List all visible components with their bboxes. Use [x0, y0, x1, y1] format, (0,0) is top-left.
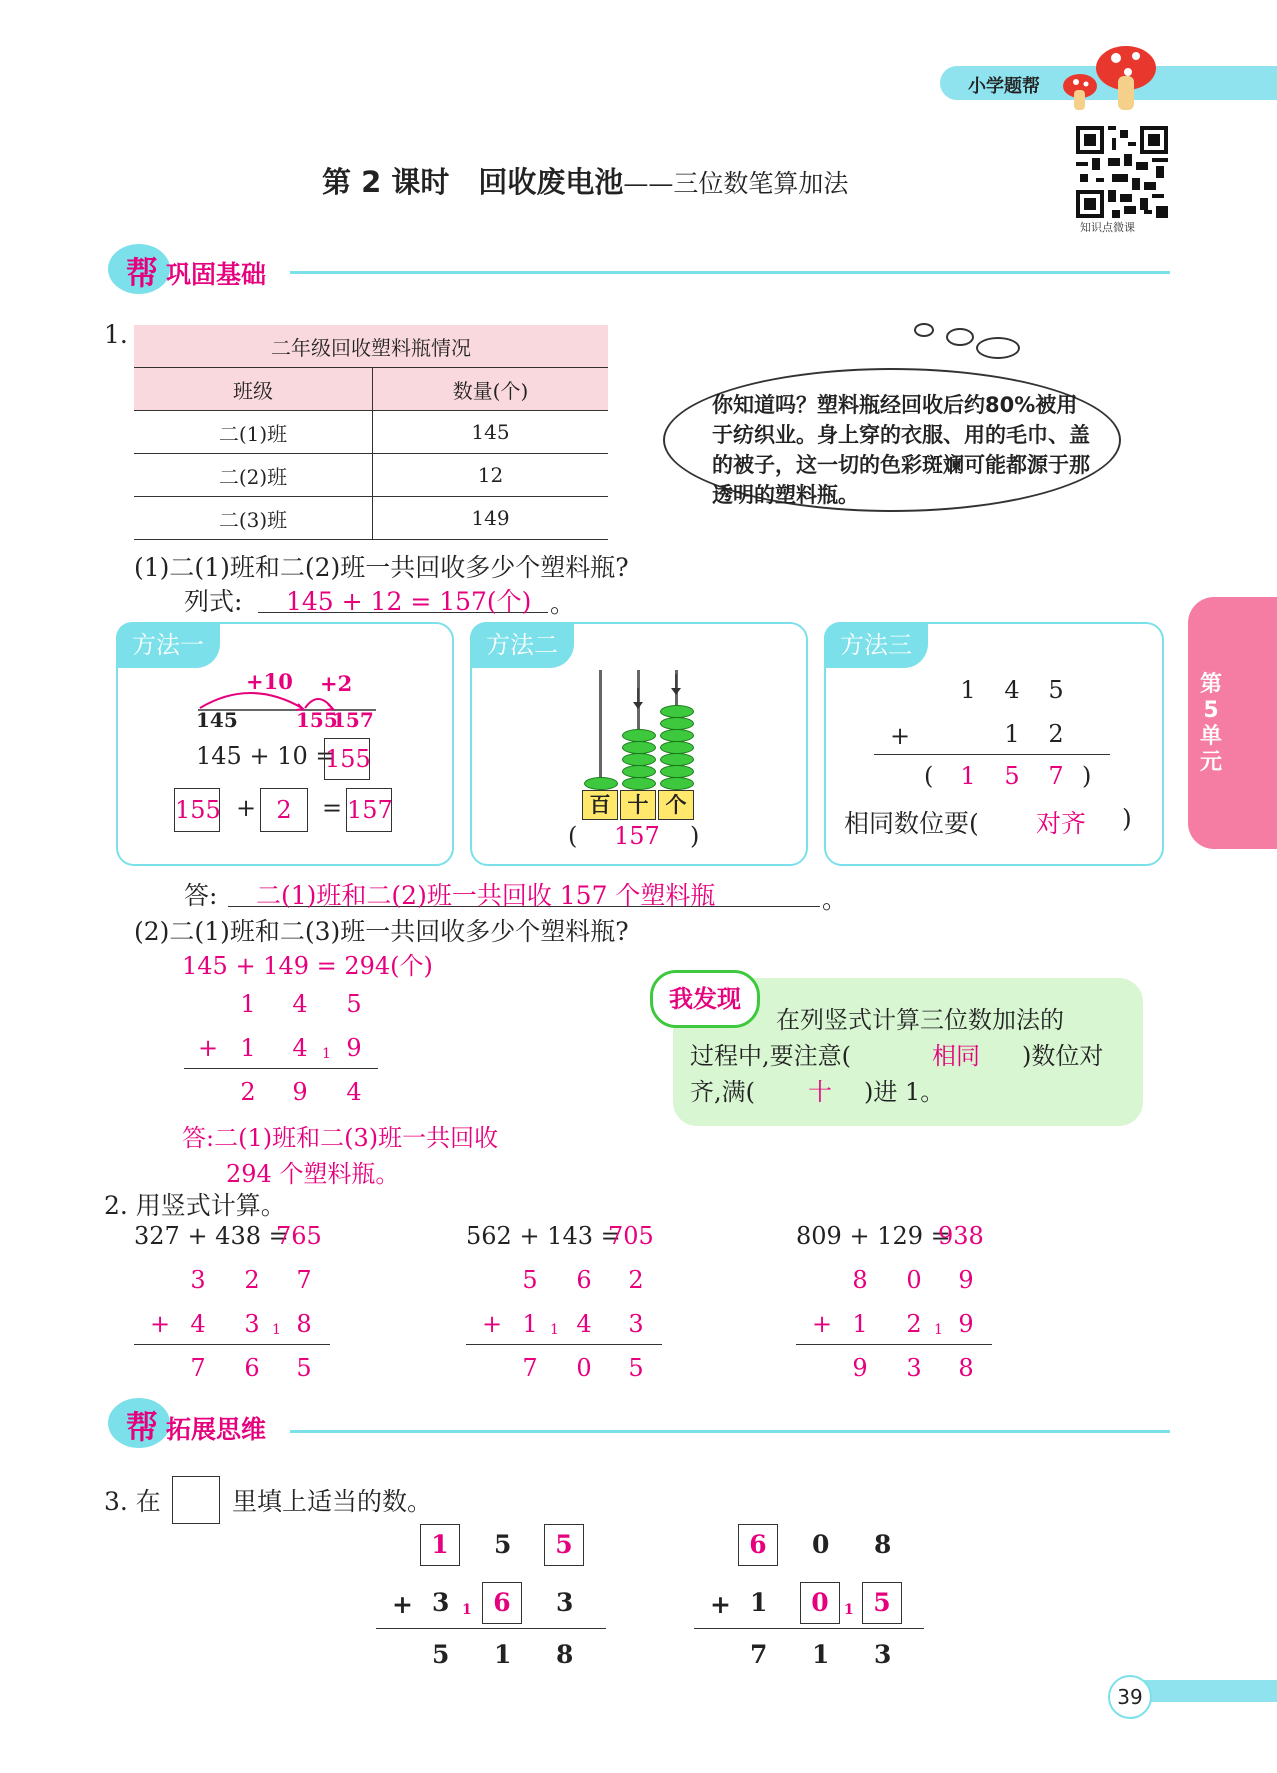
answer-text: 答:二(1)班和二(3)班一共回收: [182, 1124, 499, 1152]
vertical-digit: 2: [906, 1310, 922, 1338]
calc-answer: 765: [276, 1222, 322, 1250]
answer-box: 157: [346, 788, 392, 832]
abacus-bead: [660, 741, 694, 754]
vertical-digit: 4: [1004, 676, 1020, 704]
vertical-digit: 9: [958, 1310, 974, 1338]
vertical-digit: 1: [960, 676, 976, 704]
vertical-digit: 8: [958, 1354, 974, 1382]
table-cell: 12: [373, 454, 609, 497]
table-row: [134, 411, 608, 454]
section-badge-char: 帮: [126, 1408, 159, 1446]
abacus-bead: [660, 729, 694, 742]
table-cell: 二(2)班: [134, 454, 373, 497]
vertical-digit: 1: [812, 1640, 830, 1669]
section-badge-char: 帮: [126, 254, 159, 292]
vertical-digit: 8: [874, 1530, 892, 1559]
jump-label: +10: [246, 669, 293, 694]
sum-line: [694, 1628, 924, 1629]
paren: (: [924, 762, 934, 790]
down-arrow-icon: [665, 674, 687, 698]
paren: ): [1082, 762, 1092, 790]
brand-name: 小学题帮: [968, 76, 1040, 97]
calc-answer: 705: [608, 1222, 654, 1250]
period: 。: [822, 885, 848, 914]
method-tab-3: 方法三: [824, 622, 928, 668]
abacus-bead: [660, 705, 694, 718]
abacus-bead: [584, 777, 618, 790]
vertical-digit: 4: [190, 1310, 206, 1338]
vertical-digit: 0: [906, 1266, 922, 1294]
sub-question: (1)二(1)班和二(2)班一共回收多少个塑料瓶?: [134, 553, 629, 582]
fun-fact-text: 你知道吗？塑料瓶经回收后约80%被用于纺织业。身上穿的衣服、用的毛巾、盖的被子，这一切的色彩斑斓可能都源于那透明的塑料瓶。: [712, 393, 1090, 507]
plus-sign: +: [482, 1310, 503, 1338]
question-title: 里填上适当的数。: [232, 1487, 433, 1516]
calc-answer: 938: [938, 1222, 984, 1250]
place-label-tens: 十: [620, 790, 656, 820]
vertical-digit: 5: [1004, 762, 1020, 790]
abacus-rod: [599, 670, 602, 790]
qr-code-icon: [1076, 126, 1168, 218]
vertical-digit: 6: [576, 1266, 592, 1294]
abacus-bead: [622, 777, 656, 790]
align-label: 相同数位要(: [844, 809, 979, 838]
table-header: 数量(个): [373, 368, 609, 411]
plus-sign: +: [150, 1310, 171, 1338]
calc-expression: 562 + 143 =: [466, 1222, 621, 1250]
vertical-digit: 3: [556, 1588, 574, 1617]
puzzle-a: [376, 1524, 616, 1684]
vertical-digit: 9: [852, 1354, 868, 1382]
discovery-text: )进 1。: [864, 1078, 945, 1106]
table-row: [134, 497, 608, 540]
carry-digit: 1: [550, 1322, 559, 1338]
answer-box: 155: [324, 738, 370, 780]
vertical-digit: 7: [750, 1640, 768, 1669]
blank-box-example: [172, 1476, 220, 1524]
vertical-digit: 8: [852, 1266, 868, 1294]
abacus-bead: [660, 717, 694, 730]
vertical-digit: 3: [244, 1310, 260, 1338]
carry-digit: 1: [322, 1046, 331, 1062]
vertical-digit: 7: [190, 1354, 206, 1382]
vertical-digit: 1: [494, 1640, 512, 1669]
abacus-bead: [660, 765, 694, 778]
plus-sign: +: [236, 794, 257, 822]
mushroom-icon: [1060, 40, 1160, 114]
table-cell: 145: [373, 411, 609, 454]
unit-label: 第5单元: [1199, 672, 1222, 775]
vertical-digit: 8: [296, 1310, 312, 1338]
answer-text: 二(1)班和二(2)班一共回收 157 个塑料瓶: [256, 881, 716, 910]
vertical-digit: 1: [1004, 720, 1020, 748]
calc-expression: 809 + 129 =: [796, 1222, 951, 1250]
fill-box: 1: [420, 1524, 460, 1566]
sub-question: (2)二(1)班和二(3)班一共回收多少个塑料瓶?: [134, 917, 629, 946]
discovery-text: 在列竖式计算三位数加法的: [776, 1006, 1064, 1034]
vertical-digit: 2: [240, 1078, 256, 1106]
vertical-digit: 9: [346, 1034, 362, 1062]
carry-digit: 1: [934, 1322, 943, 1338]
plus-sign: +: [812, 1310, 833, 1338]
page-title: 第 2 课时 回收废电池——三位数笔算加法: [322, 165, 849, 199]
thought-dot: [946, 328, 974, 346]
method-tab-2: 方法二: [470, 622, 574, 668]
sum-line: [874, 754, 1110, 755]
vertical-digit: 5: [296, 1354, 312, 1382]
vertical-digit: 6: [244, 1354, 260, 1382]
paren: ): [690, 822, 700, 850]
fill-box: 5: [862, 1582, 902, 1624]
fill-box: 6: [738, 1524, 778, 1566]
answer-box: 155: [174, 788, 220, 832]
calc-block: [466, 1222, 706, 1392]
calc-block: [134, 1222, 374, 1392]
calc-expression: 327 + 438 =: [134, 1222, 289, 1250]
table-row: [134, 454, 608, 497]
vertical-digit: 3: [190, 1266, 206, 1294]
section-title: 拓展思维: [166, 1415, 267, 1444]
table-cell: 二(1)班: [134, 411, 373, 454]
discovery-answer: 相同: [932, 1042, 980, 1070]
vertical-digit: 7: [296, 1266, 312, 1294]
answer-text: 294 个塑料瓶。: [226, 1160, 400, 1188]
formula-answer: 145 + 12 = 157(个): [286, 587, 532, 616]
vertical-digit: 1: [240, 1034, 256, 1062]
vertical-digit: 2: [1048, 720, 1064, 748]
equation: 145 + 10 =: [196, 742, 336, 770]
vertical-digit: 2: [628, 1266, 644, 1294]
plus-sign: +: [710, 1590, 731, 1619]
vertical-digit: 1: [852, 1310, 868, 1338]
discovery-text: 过程中,要注意(: [690, 1042, 851, 1070]
section-divider: [290, 271, 1170, 274]
qr-caption: 知识点微课: [1080, 221, 1135, 234]
equals-sign: =: [322, 794, 343, 822]
vertical-digit: 8: [556, 1640, 574, 1669]
vertical-digit: 5: [522, 1266, 538, 1294]
period: 。: [550, 589, 576, 618]
answer-box: 2: [260, 788, 308, 832]
vertical-digit: 2: [244, 1266, 260, 1294]
puzzle-b: [694, 1524, 934, 1684]
sum-line: [376, 1628, 606, 1629]
plus-sign: +: [890, 722, 911, 750]
number-line-label: 157: [332, 708, 374, 732]
sum-line: [134, 1344, 330, 1345]
discovery-tag: 我发现: [650, 970, 760, 1028]
page-number: 39: [1108, 1675, 1152, 1719]
carry-digit: 1: [844, 1602, 854, 1618]
section-divider: [290, 1430, 1170, 1433]
section-title: 巩固基础: [166, 260, 267, 289]
vertical-digit: 3: [628, 1310, 644, 1338]
sum-line: [796, 1344, 992, 1345]
paren: (: [568, 822, 578, 850]
abacus-bead: [622, 765, 656, 778]
abacus-answer: 157: [614, 822, 660, 850]
vertical-digit: 0: [812, 1530, 830, 1559]
sum-line: [466, 1344, 662, 1345]
question-title: 2. 用竖式计算。: [104, 1191, 286, 1220]
vertical-digit: 9: [958, 1266, 974, 1294]
abacus-bead: [660, 777, 694, 790]
vertical-digit: 3: [432, 1588, 450, 1617]
calc-block: [796, 1222, 1036, 1392]
question-number: 1.: [104, 320, 128, 349]
abacus-bead: [622, 753, 656, 766]
number-line-label: 155: [296, 708, 338, 732]
abacus: [580, 670, 700, 790]
vertical-digit: 1: [522, 1310, 538, 1338]
carry-digit: 1: [462, 1602, 472, 1618]
vertical-digit: 3: [906, 1354, 922, 1382]
discovery-text: 齐,满(: [690, 1078, 755, 1106]
vertical-digit: 9: [292, 1078, 308, 1106]
plus-sign: +: [198, 1034, 219, 1062]
vertical-digit: 3: [874, 1640, 892, 1669]
discovery-text: )数位对: [1022, 1042, 1104, 1070]
formula-answer: 145 + 149 = 294(个): [182, 952, 433, 980]
place-label-ones: 个: [658, 790, 694, 820]
vertical-digit: 4: [292, 990, 308, 1018]
formula-label: 列式:: [184, 587, 243, 616]
abacus-bead: [622, 729, 656, 742]
vertical-digit: 5: [494, 1530, 512, 1559]
vertical-digit: 1: [960, 762, 976, 790]
down-arrow-icon: [627, 688, 649, 712]
plus-sign: +: [392, 1590, 413, 1619]
thought-dot: [976, 337, 1020, 359]
number-line-label: 145: [196, 708, 238, 732]
vertical-digit: 5: [628, 1354, 644, 1382]
vertical-digit: 7: [522, 1354, 538, 1382]
align-answer: 对齐: [1036, 809, 1087, 838]
abacus-bead: [622, 741, 656, 754]
vertical-digit: 1: [750, 1588, 768, 1617]
table-caption: 二年级回收塑料瓶情况: [134, 325, 608, 368]
abacus-bead: [660, 753, 694, 766]
fill-box: 6: [482, 1582, 522, 1624]
vertical-digit: 7: [1048, 762, 1064, 790]
table-header: 班级: [134, 368, 373, 411]
data-table: [134, 325, 608, 540]
table-cell: 二(3)班: [134, 497, 373, 540]
vertical-digit: 0: [576, 1354, 592, 1382]
vertical-digit: 4: [292, 1034, 308, 1062]
thought-dot: [914, 323, 934, 337]
vertical-digit: 4: [346, 1078, 362, 1106]
method-tab-1: 方法一: [116, 622, 220, 668]
fill-box: 5: [544, 1524, 584, 1566]
question-title: 3. 在: [104, 1487, 161, 1516]
place-label-hundreds: 百: [582, 790, 618, 820]
discovery-answer: 十: [808, 1078, 832, 1106]
answer-label: 答:: [184, 881, 218, 910]
vertical-digit: 4: [576, 1310, 592, 1338]
vertical-digit: 5: [346, 990, 362, 1018]
jump-label: +2: [320, 671, 353, 696]
vertical-digit: 1: [240, 990, 256, 1018]
vertical-digit: 5: [432, 1640, 450, 1669]
fill-box: 0: [800, 1582, 840, 1624]
carry-digit: 1: [272, 1322, 281, 1338]
vertical-digit: 5: [1048, 676, 1064, 704]
table-cell: 149: [373, 497, 609, 540]
paren: ): [1122, 804, 1132, 833]
sum-line: [184, 1068, 378, 1069]
